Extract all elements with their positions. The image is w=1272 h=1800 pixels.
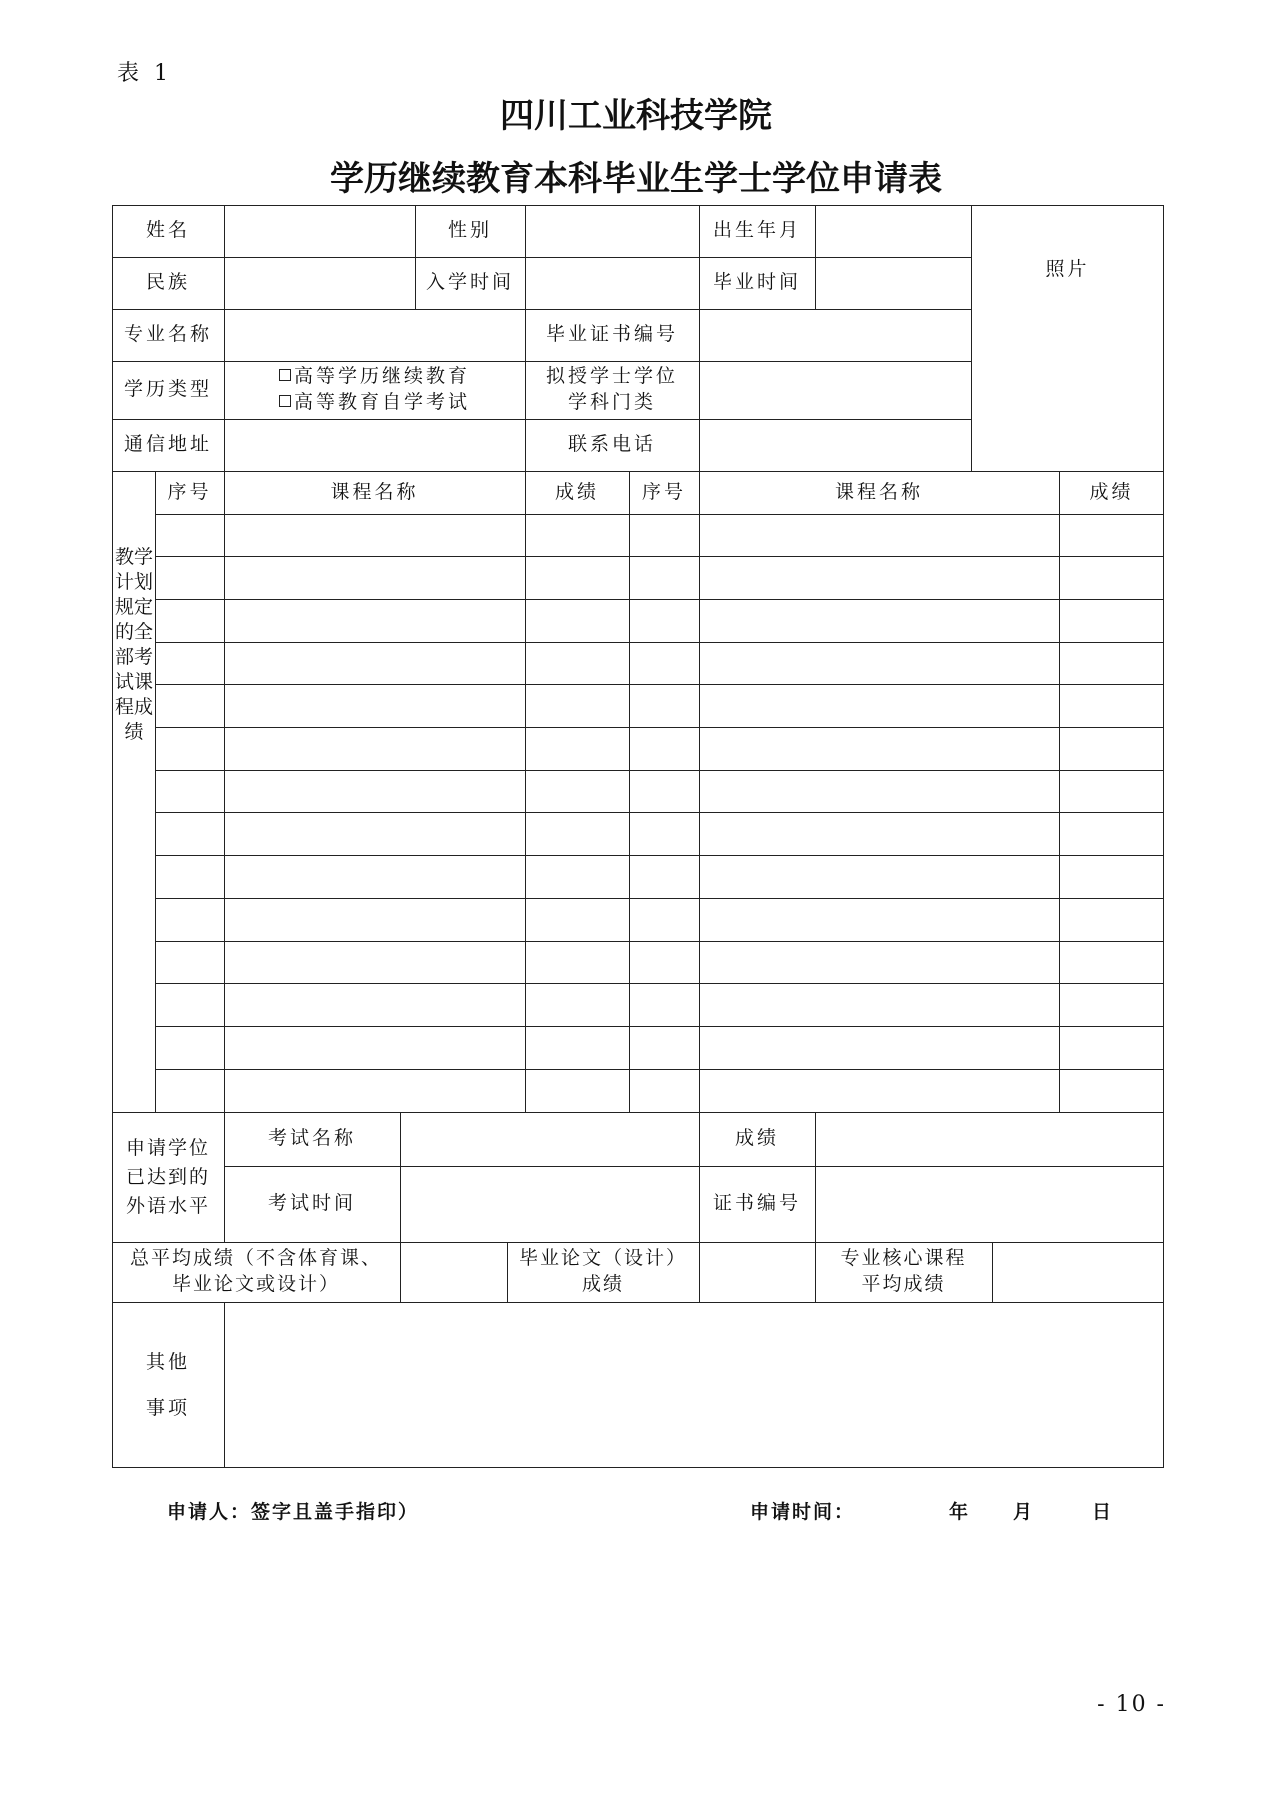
ethnicity-field[interactable] [224, 257, 415, 309]
col-no-right: 序号 [641, 480, 686, 503]
degree-category-field[interactable] [699, 361, 971, 419]
language-cert-field[interactable] [815, 1166, 1164, 1242]
day-label: 日 [1092, 1501, 1114, 1523]
name-field[interactable] [224, 205, 415, 257]
thesis-score-label: 毕业论文（设计） 成绩 [518, 1247, 687, 1295]
edu-option-self-study[interactable]: 高等教育自学考试 [279, 390, 470, 416]
exam-name-field[interactable] [400, 1112, 699, 1166]
foreign-language-label: 申请学位已达到的外语水平 [125, 1136, 210, 1217]
col-no-left: 序号 [167, 480, 212, 503]
exam-time-field[interactable] [400, 1166, 699, 1242]
language-score-field[interactable] [815, 1112, 1164, 1166]
language-cert-label: 证书编号 [712, 1192, 801, 1215]
year-label: 年 [949, 1501, 971, 1523]
phone-label: 联系电话 [567, 433, 656, 456]
page-number: - 10 - [1097, 1692, 1166, 1717]
thesis-score-field[interactable] [699, 1242, 815, 1302]
gender-field[interactable] [525, 205, 699, 257]
birth-field[interactable] [815, 205, 971, 257]
cert-no-label: 毕业证书编号 [545, 323, 678, 346]
applicant-signature-label: 申请人：签字且盖手指印） [167, 1501, 420, 1523]
checkbox-icon [279, 369, 291, 381]
major-label: 专业名称 [123, 323, 212, 346]
gender-label: 性别 [447, 219, 492, 242]
edu-type-options [224, 361, 525, 419]
exam-time-label: 考试时间 [267, 1192, 356, 1215]
apply-time-label: 申请时间： [750, 1501, 856, 1523]
grad-time-field[interactable] [815, 257, 971, 309]
ethnicity-label: 民族 [145, 271, 190, 294]
institution-title: 四川工业科技学院 [500, 96, 772, 136]
course-section-label: 教学计划规定的全部考试课程成绩 [114, 546, 153, 743]
exam-name-label: 考试名称 [267, 1127, 356, 1150]
core-course-avg-field[interactable] [992, 1242, 1164, 1302]
name-label: 姓名 [145, 219, 190, 242]
photo-area: 照片 [1045, 258, 1090, 281]
col-course-name-right: 课程名称 [834, 480, 923, 503]
birth-label: 出生年月 [712, 219, 801, 242]
degree-category-label: 拟授学士学位 学科门类 [545, 365, 678, 413]
table-number-label: 表 1 [117, 61, 172, 86]
cert-no-field[interactable] [699, 309, 971, 361]
enroll-time-label: 入学时间 [425, 271, 514, 294]
gpa-field[interactable] [400, 1242, 507, 1302]
gpa-label: 总平均成绩（不含体育课、 毕业论文或设计） [129, 1247, 382, 1295]
grad-time-label: 毕业时间 [712, 271, 801, 294]
major-field[interactable] [224, 309, 525, 361]
month-label: 月 [1013, 1501, 1035, 1523]
language-score-label: 成绩 [734, 1127, 779, 1150]
col-score-right: 成绩 [1089, 480, 1134, 503]
address-label: 通信地址 [123, 433, 212, 456]
core-course-avg-label: 专业核心课程 平均成绩 [840, 1247, 967, 1295]
col-course-name-left: 课程名称 [330, 480, 419, 503]
edu-option-continuing[interactable]: 高等学历继续教育 [279, 364, 470, 390]
other-matters-label: 其他 事项 [145, 1351, 190, 1419]
other-matters-field[interactable] [224, 1302, 1164, 1468]
col-score-left: 成绩 [554, 480, 599, 503]
edu-type-label: 学历类型 [123, 378, 212, 401]
checkbox-icon [279, 395, 291, 407]
address-field[interactable] [224, 419, 525, 471]
enroll-time-field[interactable] [525, 257, 699, 309]
phone-field[interactable] [699, 419, 971, 471]
form-title: 学历继续教育本科毕业生学士学位申请表 [330, 159, 942, 199]
